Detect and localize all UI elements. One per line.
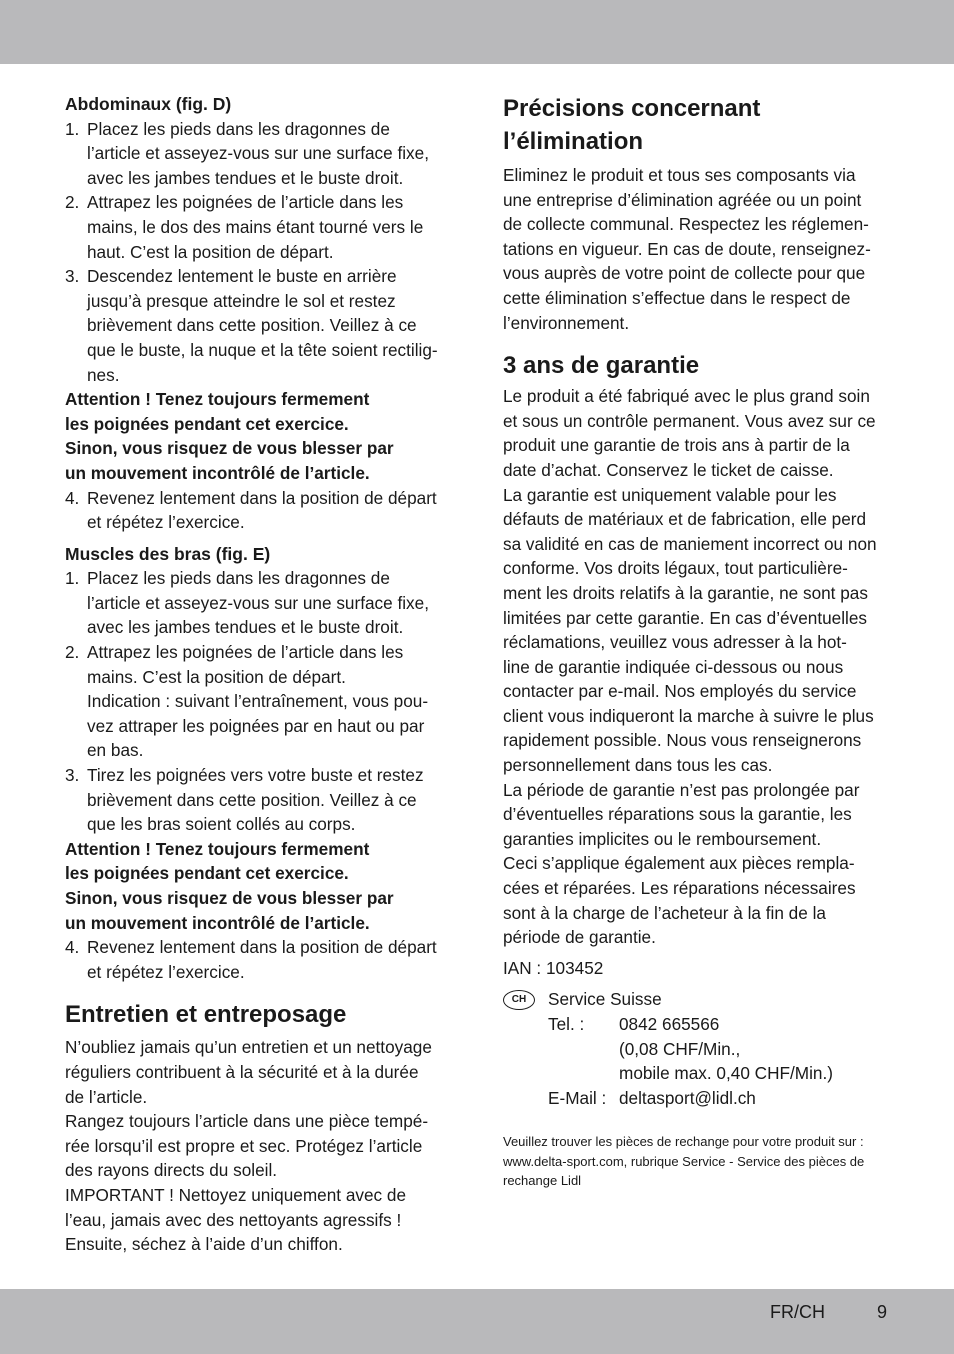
text-line: www.delta-sport.com, rubrique Service - Service des pièces de xyxy=(503,1153,865,1169)
text-line: Revenez lentement dans la position de départ xyxy=(87,937,437,958)
text-line: vous auprès de votre point de collecte pour que xyxy=(503,263,866,284)
text-line: conforme. Vos droits légaux, tout particulière- xyxy=(503,558,848,579)
ian-number: IAN : 103452 xyxy=(503,957,604,978)
text-line: La garantie est uniquement valable pour les xyxy=(503,484,837,505)
text-line: nes. xyxy=(87,364,120,385)
text-line: garanties implicites ou le remboursement. xyxy=(503,828,822,849)
warning-text xyxy=(65,837,457,935)
text-line: vez attraper les poignées par en haut ou par xyxy=(87,715,425,736)
text-line: Revenez lentement dans la position de départ xyxy=(87,487,437,508)
abdominaux-heading: Abdominaux (fig. D) xyxy=(65,94,232,114)
text-line: 0842 665566 xyxy=(619,1014,720,1034)
section-entretien xyxy=(65,998,457,1256)
phone-row xyxy=(548,1012,895,1086)
text-line: brièvement dans cette position. Veillez à ce xyxy=(87,315,417,336)
text-line: Eliminez le produit et tous ses composants via xyxy=(503,165,856,185)
text-line: Ceci s’applique également aux pièces rempla- xyxy=(503,853,855,874)
text-line: Tirez les poignées vers votre buste et restez xyxy=(87,765,424,786)
text-line: l’environnement. xyxy=(503,312,630,333)
garantie-heading: 3 ans de garantie xyxy=(503,352,700,380)
section-abdominaux xyxy=(65,92,457,535)
text-line: Sinon, vous risquez de vous blesser par xyxy=(65,438,394,459)
text-line: les poignées pendant cet exercice. xyxy=(65,863,349,884)
step-number: 3. xyxy=(65,765,80,786)
step-number: 2. xyxy=(65,642,80,663)
text-line: une entreprise d’élimination agréée ou un point xyxy=(503,189,862,210)
entretien-body xyxy=(65,1035,457,1256)
text-line: cées et réparées. Les réparations nécessaires xyxy=(503,878,856,899)
step-number: 4. xyxy=(65,487,80,508)
step-number: 1. xyxy=(65,118,80,139)
text-line: tations en vigueur. En cas de doute, renseignez- xyxy=(503,238,871,259)
text-line: limitées par cette garantie. En cas d’éventuelles xyxy=(503,607,868,628)
abdominaux-step4 xyxy=(65,486,457,535)
text-line: réclamations, veuillez vous adresser à la hot- xyxy=(503,632,847,653)
text-line: jusqu’à presque atteindre le sol et restez xyxy=(87,290,396,311)
text-line: Placez les pieds dans les dragonnes de xyxy=(87,118,390,139)
text-line: mains, le dos des mains étant tourné vers le xyxy=(87,216,424,237)
text-line: contacter par e-mail. Nos employés du service xyxy=(503,681,857,702)
text-line: client vous indiqueront la marche à suivre le plus xyxy=(503,705,874,726)
text-line: cette élimination s’effectue dans le respect de xyxy=(503,287,851,308)
text-line: Le produit a été fabriqué avec le plus grand soin xyxy=(503,386,870,407)
spare-parts-note xyxy=(503,1132,895,1191)
text-line: haut. C’est la position de départ. xyxy=(87,241,334,262)
email-row xyxy=(548,1086,895,1111)
text-line: période de garantie. xyxy=(503,927,656,948)
entretien-heading: Entretien et entreposage xyxy=(65,1001,347,1029)
text-line: date d’achat. Conservez le ticket de caisse. xyxy=(503,459,834,480)
text-line: d’éventuelles réparations sous la garantie, les xyxy=(503,804,852,825)
text-line: Veuillez trouver les pièces de rechange pour votre produit sur : xyxy=(503,1134,864,1150)
text-line: ment les droits relatifs à la garantie, ne sont pas xyxy=(503,582,868,603)
service-title: Service Suisse xyxy=(548,989,662,1010)
text-line: de collecte communal. Respectez les réglemen- xyxy=(503,214,869,235)
text-line: un mouvement incontrôlé de l’article. xyxy=(65,912,370,933)
text-line: Attention ! Tenez toujours fermement xyxy=(65,838,370,859)
text-line: un mouvement incontrôlé de l’article. xyxy=(65,462,370,483)
text-line: mains. C’est la position de départ. xyxy=(87,666,346,687)
text-line: et répétez l’exercice. xyxy=(87,961,245,982)
text-line: de l’article. xyxy=(65,1086,148,1107)
text-line: Sinon, vous risquez de vous blesser par xyxy=(65,888,394,908)
step-number: 4. xyxy=(65,937,80,958)
text-line: (0,08 CHF/Min., xyxy=(619,1038,741,1059)
text-line: en bas. xyxy=(87,740,144,761)
text-line: Attention ! Tenez toujours fermement xyxy=(65,389,370,410)
text-line: mobile max. 0,40 CHF/Min.) xyxy=(619,1063,833,1084)
list-item xyxy=(65,763,457,837)
text-line: avec les jambes tendues et le buste droit. xyxy=(87,167,404,188)
text-line: défauts de matériaux et de fabrication, elle perd xyxy=(503,509,867,530)
text-line: Précisions concernant xyxy=(503,95,761,122)
abdominaux-steps xyxy=(65,117,457,388)
footer-language: FR/CH xyxy=(770,1302,825,1322)
elimination-body xyxy=(503,163,895,335)
text-line: l’eau, jamais avec des nettoyants agressifs ! xyxy=(65,1209,402,1230)
text-line: rée lorsqu’il est propre et sec. Protégez l’article xyxy=(65,1135,423,1156)
phone-value xyxy=(619,1012,833,1086)
text-line: Attrapez les poignées de l’article dans les xyxy=(87,642,404,663)
text-line: rechange Lidl xyxy=(503,1173,582,1189)
text-line: Descendez lentement le buste en arrière xyxy=(87,266,397,287)
list-item xyxy=(65,935,457,984)
list-item xyxy=(65,566,457,640)
text-line: Attrapez les poignées de l’article dans les xyxy=(87,192,404,213)
text-line: Placez les pieds dans les dragonnes de xyxy=(87,568,390,589)
list-item xyxy=(65,486,457,535)
warning-text xyxy=(65,387,457,485)
header-bar xyxy=(0,0,954,64)
text-line: des rayons directs du soleil. xyxy=(65,1160,278,1181)
email-label: E-Mail : xyxy=(548,1087,607,1108)
list-item xyxy=(65,264,457,387)
text-line: Ensuite, séchez à l’aide d’un chiffon. xyxy=(65,1234,343,1255)
text-line: l’article et asseyez-vous sur une surface fixe, xyxy=(87,592,429,613)
text-line: Rangez toujours l’article dans une pièce tempé- xyxy=(65,1111,429,1132)
page-number: 9 xyxy=(877,1302,888,1322)
text-line: sont à la charge de l’acheteur à la fin de la xyxy=(503,902,826,923)
email-value[interactable]: deltasport@lidl.ch xyxy=(619,1087,756,1108)
section-bras xyxy=(65,542,457,985)
bras-step4 xyxy=(65,935,457,984)
text-line: brièvement dans cette position. Veillez à ce xyxy=(87,789,417,810)
text-line: l’élimination xyxy=(503,128,644,155)
text-line: que les bras soient collés au corps. xyxy=(87,814,356,835)
text-line: et répétez l’exercice. xyxy=(87,512,245,533)
step-number: 2. xyxy=(65,192,80,213)
country-badge: CH xyxy=(503,990,535,1010)
text-line: IMPORTANT ! Nettoyez uniquement avec de xyxy=(65,1184,407,1205)
garantie-body xyxy=(503,384,895,950)
text-line: les poignées pendant cet exercice. xyxy=(65,413,349,434)
text-line: produit une garantie de trois ans à partir de la xyxy=(503,435,850,456)
text-line: sa validité en cas de maniement incorrect ou non xyxy=(503,533,877,554)
text-line: et sous un contrôle permanent. Vous avez sur ce xyxy=(503,410,876,431)
section-garantie xyxy=(503,349,895,1191)
text-line: que le buste, la nuque et la tête soient rectilig- xyxy=(87,339,438,360)
list-item xyxy=(65,640,457,763)
phone-label: Tel. : xyxy=(548,1014,585,1034)
text-line: personnellement dans tous les cas. xyxy=(503,755,773,776)
step-number: 3. xyxy=(65,266,80,287)
elimination-heading xyxy=(503,92,895,158)
text-line: l’article et asseyez-vous sur une surface fixe, xyxy=(87,143,429,164)
service-contact xyxy=(503,987,895,1110)
section-elimination xyxy=(503,92,895,335)
list-item xyxy=(65,117,457,191)
text-line: réguliers contribuent à la sécurité et à la durée xyxy=(65,1061,419,1082)
left-column xyxy=(65,92,457,1257)
text-line: N’oubliez jamais qu’un entretien et un nettoyage xyxy=(65,1037,432,1058)
text-line: avec les jambes tendues et le buste droit. xyxy=(87,617,404,638)
text-line: line de garantie indiquée ci-dessous ou nous xyxy=(503,656,844,677)
bras-steps xyxy=(65,566,457,837)
text-line: Indication : suivant l’entraînement, vous pou- xyxy=(87,691,429,712)
right-column xyxy=(503,92,895,1191)
bras-heading: Muscles des bras (fig. E) xyxy=(65,543,271,564)
step-number: 1. xyxy=(65,568,80,589)
text-line: rapidement possible. Nous vous renseignerons xyxy=(503,730,862,751)
list-item xyxy=(65,190,457,264)
text-line: La période de garantie n’est pas prolongée par xyxy=(503,779,860,800)
